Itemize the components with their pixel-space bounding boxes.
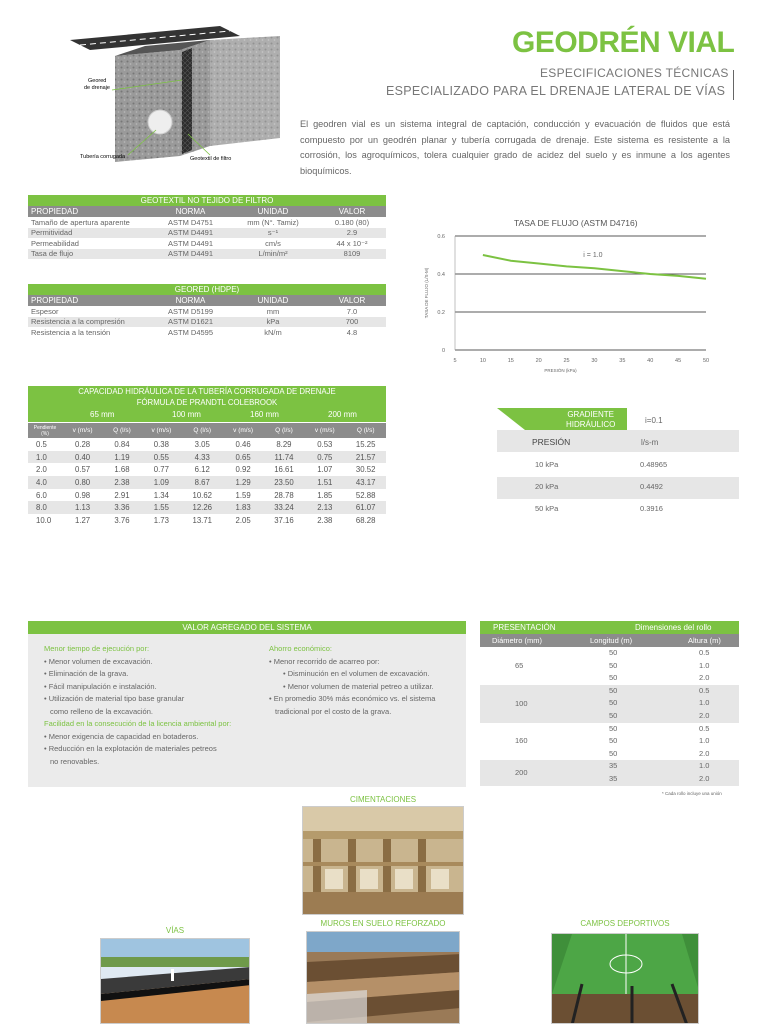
table-row: [28, 438, 386, 451]
table-header-row: [28, 423, 386, 438]
pipe-sizes-row: [28, 409, 386, 422]
table-cell: 0.84: [114, 439, 130, 449]
length-value: 50: [609, 710, 618, 720]
table-cell: 0.75: [317, 452, 333, 462]
table-cell: 61.07: [355, 503, 376, 513]
table-cell: 1.09: [153, 477, 169, 487]
bullet-item: • Menor recorrido de acarreo por:: [269, 656, 380, 666]
x-axis-label: PRESIÓN (kPa): [544, 368, 577, 373]
table-cell: 4.0: [36, 477, 47, 487]
bullet-item: como relleno de la excavación.: [50, 706, 153, 716]
table-row: [28, 238, 386, 249]
table-cell: 1.29: [235, 477, 251, 487]
flow-header: Q (l/s): [264, 423, 305, 438]
chart-title: TASA DE FLUJO (ASTM D4716): [514, 218, 638, 228]
geored-table: [28, 284, 386, 338]
photo-campos: [551, 933, 699, 1024]
table-cell: Permeabilidad: [31, 238, 79, 248]
velocity-header: v (m/s): [223, 423, 264, 438]
table-cell: 0.46: [235, 439, 251, 449]
table-cell: 2.38: [114, 477, 130, 487]
table-cell: 0.38: [153, 439, 169, 449]
y-tick-label: 0.2: [437, 310, 445, 316]
table-cell: s⁻¹: [267, 228, 279, 238]
table-cell: ASTM D4491: [167, 249, 214, 259]
height-value: 1.0: [699, 761, 710, 771]
presentation-title: PRESENTACIÓN: [493, 623, 556, 632]
col-header: VALOR: [318, 206, 386, 217]
flow-value: 0.48965: [640, 460, 668, 469]
table-cell: 0.28: [74, 439, 91, 449]
table-cell: kPa: [266, 317, 280, 327]
title-divider: [733, 70, 734, 100]
diameter-value: 65: [515, 660, 524, 670]
value-add-right: [269, 643, 464, 718]
diameter-value: 160: [515, 736, 528, 746]
table-cell: 0.98: [74, 490, 91, 500]
label-geotextil: Geotextil de filtro: [190, 156, 232, 162]
col-header: PROPIEDAD: [28, 206, 153, 217]
velocity-header: v (m/s): [141, 423, 182, 438]
bullet-item: • Menor volumen de material petreo a utilizar.: [283, 681, 434, 691]
label-geored-2: de drenaje: [84, 85, 110, 91]
length-value: 50: [609, 748, 618, 758]
pressure-value: 50 kPa: [535, 504, 559, 513]
value-add-title: VALOR AGREGADO DEL SISTEMA: [28, 621, 466, 634]
bullet-item: • Eliminación de la grava.: [44, 669, 129, 678]
gradient-label: [566, 410, 615, 430]
bullet-item: • Disminución en el volumen de excavación.: [283, 669, 430, 678]
bullet-item: no renovables.: [50, 756, 100, 766]
gradient-header-graphic: [497, 408, 739, 456]
height-value: 0.5: [699, 648, 710, 657]
table-cell: 1.07: [317, 465, 333, 475]
y-axis-label: TASA DE FLUJO (L/S-M): [424, 267, 429, 319]
length-value: 50: [609, 698, 618, 708]
height-value: 2.0: [699, 673, 710, 683]
table-cell: 1.73: [153, 515, 169, 525]
geotextil-title: GEOTEXTIL NO TEJIDO DE FILTRO: [28, 195, 386, 206]
table-cell: 3.76: [114, 515, 130, 525]
table-cell: 1.13: [74, 503, 91, 513]
flow-value: 0.4492: [640, 482, 663, 491]
table-cell: 0.65: [235, 452, 251, 462]
pendiente-label: Pendiente: [33, 424, 57, 431]
x-tick-label: 25: [563, 358, 570, 364]
table-cell: 0.92: [235, 465, 251, 475]
table-cell: 3.05: [194, 439, 210, 449]
x-tick-label: 30: [591, 358, 598, 364]
pendiente-header: [28, 423, 62, 438]
bullet-item: tradicional por el costo de la grava.: [275, 706, 392, 716]
table-row: [28, 476, 386, 489]
presentation-group: [480, 760, 739, 785]
height-value: 2.0: [699, 710, 710, 720]
y-tick-label: 0: [441, 348, 445, 354]
table-cell: 6.0: [36, 490, 47, 500]
table-cell: 6.12: [194, 465, 210, 475]
y-tick-label: 0.6: [437, 234, 445, 240]
table-cell: 13.71: [192, 515, 212, 525]
geotextil-table: [28, 195, 386, 259]
col-header: UNIDAD: [228, 206, 318, 217]
table-header-row: [28, 206, 386, 217]
table-cell: 44 x 10⁻²: [336, 238, 368, 248]
gradient-row: [497, 455, 739, 477]
table-cell: Tasa de flujo: [31, 249, 74, 259]
table-cell: 8109: [343, 249, 361, 259]
height-value: 2.0: [699, 773, 710, 783]
table-cell: 0.40: [74, 452, 91, 462]
table-cell: 0.180 (80): [334, 217, 370, 227]
col-header: UNIDAD: [228, 295, 318, 306]
height-value: 0.5: [699, 685, 710, 695]
diameter-value: 100: [515, 698, 528, 708]
table-cell: ASTM D4751: [167, 217, 214, 227]
table-cell: mm: [266, 306, 280, 316]
col-header: NORMA: [153, 206, 228, 217]
geonet-panel: [182, 48, 192, 154]
pipe-size-label: 65 mm: [90, 410, 115, 419]
table-cell: ASTM D1621: [167, 317, 214, 327]
table-cell: 16.61: [274, 465, 294, 475]
col-longitud: Longitud (m): [590, 636, 633, 645]
x-tick-label: 10: [479, 358, 486, 364]
col-altura: Altura (m): [688, 636, 721, 645]
length-value: 35: [609, 773, 618, 783]
pressure-value: 10 kPa: [535, 460, 559, 469]
table-cell: 12.26: [192, 503, 212, 513]
presentation-group: [480, 647, 739, 685]
table-cell: 2.13: [317, 503, 333, 513]
table-cell: 30.52: [355, 465, 376, 475]
table-cell: 10.0: [36, 515, 52, 525]
capacidad-title-1: CAPACIDAD HIDRÁULICA DE LA TUBERÍA CORRUGADA DE DRENAJE: [78, 387, 336, 396]
length-value: 50: [609, 723, 618, 733]
table-cell: 11.74: [274, 452, 294, 462]
gradient-row: [497, 499, 739, 521]
x-tick-label: 40: [647, 358, 654, 364]
table-cell: 1.0: [36, 452, 47, 462]
gradient-rows: [497, 455, 739, 521]
table-cell: Resistencia a la compresión: [31, 317, 125, 327]
presentation-note: * Cada rollo incluye una unión: [662, 791, 722, 796]
length-value: 50: [609, 685, 618, 695]
presentation-col-headers: [480, 634, 739, 647]
section-heading: Menor tiempo de ejecución por:: [44, 644, 150, 653]
flow-header: Q (l/s): [182, 423, 223, 438]
table-cell: 8.0: [36, 503, 47, 513]
table-cell: 2.05: [235, 515, 251, 525]
section-heading: Ahorro económico:: [269, 644, 332, 653]
table-cell: kN/m: [264, 327, 282, 337]
table-row: [28, 451, 386, 464]
bullet-item: • En promedio 30% más económico vs. el sistema: [269, 694, 436, 703]
presentation-group: [480, 685, 739, 723]
presion-label: PRESIÓN: [532, 437, 571, 447]
table-cell: 0.53: [317, 439, 333, 449]
photo-title-muros: MUROS EN SUELO REFORZADO: [320, 919, 446, 928]
table-cell: 1.51: [317, 477, 333, 487]
table-row: [28, 501, 386, 514]
value-add-left: [44, 643, 259, 768]
x-tick-label: 20: [535, 358, 542, 364]
diameter-value: 200: [515, 767, 528, 777]
photo-vias: [100, 938, 250, 1024]
table-row: [28, 306, 386, 317]
photo-title-campos: CAMPOS DEPORTIVOS: [580, 919, 670, 928]
table-cell: 700: [345, 317, 359, 327]
table-cell: 0.80: [74, 477, 91, 487]
table-cell: 52.88: [355, 490, 376, 500]
table-cell: 3.36: [114, 503, 130, 513]
section-heading: Facilidad en la consecución de la licencia ambiental por:: [44, 719, 232, 728]
bullet-item: • Menor exigencia de capacidad en botaderos.: [44, 731, 199, 741]
gradient-i-value: i=0.1: [645, 416, 663, 425]
table-cell: 28.78: [274, 490, 294, 500]
x-tick-label: 50: [702, 358, 710, 364]
gradient-row: [497, 477, 739, 499]
table-row: [28, 327, 386, 338]
table-cell: 1.68: [114, 465, 130, 475]
label-tuberia: Tubería corrugada: [80, 154, 126, 160]
table-cell: 21.57: [355, 452, 376, 462]
flow-header: Q (l/s): [103, 423, 141, 438]
table-header-row: [28, 295, 386, 306]
height-value: 1.0: [699, 660, 710, 670]
cross-section-illustration: [60, 18, 290, 178]
corrugated-pipe: [148, 110, 172, 134]
gravel-fill: [115, 50, 180, 162]
col-header: NORMA: [153, 295, 228, 306]
table-cell: 68.28: [355, 515, 376, 525]
flow-rate-chart: [412, 228, 722, 388]
gradient-label-1: GRADIENTE: [567, 410, 614, 419]
height-value: 1.0: [699, 736, 710, 746]
table-cell: mm (N°. Tamiz): [247, 217, 299, 227]
bullet-item: • Fácil manipulación e instalación.: [44, 681, 157, 691]
table-cell: 2.9: [346, 228, 358, 238]
presentation-group: [480, 723, 739, 761]
table-cell: 37.16: [274, 515, 294, 525]
table-cell: ASTM D4491: [167, 228, 214, 238]
unit-label: l/s-m: [641, 438, 659, 447]
table-cell: 1.85: [317, 490, 333, 500]
subtitle-purpose: ESPECIALIZADO PARA EL DRENAJE LATERAL DE VÍAS: [386, 84, 726, 98]
table-cell: ASTM D4491: [167, 238, 214, 248]
col-header: VALOR: [318, 295, 386, 306]
table-cell: 2.0: [36, 465, 47, 475]
subtitle-specs: ESPECIFICACIONES TÉCNICAS: [540, 66, 729, 80]
table-cell: 2.38: [317, 515, 333, 525]
table-cell: ASTM D4595: [167, 327, 214, 337]
presentation-header: [480, 621, 739, 634]
table-cell: Espesor: [31, 306, 59, 316]
flow-value: 0.3916: [640, 504, 663, 513]
capacidad-title: [28, 386, 386, 409]
pressure-value: 20 kPa: [535, 482, 559, 491]
page-title: GEODRÉN VIAL: [512, 26, 735, 59]
table-cell: 7.0: [346, 306, 358, 316]
x-tick-label: 35: [619, 358, 626, 364]
table-cell: 4.8: [346, 327, 358, 337]
roll-dimensions-title: Dimensiones del rollo: [635, 623, 712, 632]
y-tick-label: 0.4: [437, 272, 445, 278]
label-geored: Geored: [88, 78, 107, 84]
height-value: 2.0: [699, 748, 710, 758]
bullet-item: • Menor volumen de excavación.: [44, 656, 153, 666]
table-cell: 43.17: [355, 477, 376, 487]
table-cell: 23.50: [274, 477, 294, 487]
gradient-label-2: HIDRÁULICO: [566, 420, 616, 429]
col-diametro: Diámetro (mm): [492, 636, 542, 645]
height-value: 1.0: [699, 698, 710, 708]
pendiente-unit: (%): [41, 430, 49, 437]
photo-title-cimentaciones: CIMENTACIONES: [349, 795, 417, 804]
table-cell: 4.33: [194, 452, 210, 462]
table-row: [28, 228, 386, 239]
table-cell: 8.29: [276, 439, 292, 449]
photo-muros: [306, 931, 460, 1024]
photo-cimentaciones: [302, 806, 464, 915]
length-value: 50: [609, 736, 618, 746]
pipe-size-label: 200 mm: [328, 410, 357, 419]
table-cell: 0.5: [36, 439, 47, 449]
velocity-header: v (m/s): [304, 423, 345, 438]
table-row: [28, 463, 386, 476]
length-value: 50: [609, 660, 618, 670]
flow-header: Q (l/s): [345, 423, 386, 438]
chart-annotation: i = 1.0: [583, 251, 603, 259]
table-cell: 0.55: [153, 452, 169, 462]
table-cell: 1.19: [114, 452, 130, 462]
table-cell: 2.91: [114, 490, 130, 500]
table-cell: 1.59: [235, 490, 251, 500]
table-cell: 1.27: [74, 515, 91, 525]
bullet-item: • Reducción en la explotación de materiales petreos: [44, 744, 217, 753]
presentation-rows: [480, 647, 739, 786]
velocity-header: v (m/s): [62, 423, 103, 438]
table-cell: Tamaño de apertura aparente: [31, 217, 130, 227]
bullet-item: • Utilización de material tipo base granular: [44, 694, 185, 703]
length-value: 50: [609, 648, 618, 657]
photo-title-vias: VÍAS: [165, 926, 185, 935]
length-value: 50: [609, 673, 618, 683]
x-tick-label: 5: [453, 358, 457, 364]
table-row: [28, 317, 386, 328]
length-value: 35: [609, 761, 618, 771]
height-value: 0.5: [699, 723, 710, 733]
table-cell: 0.57: [74, 465, 91, 475]
table-cell: Permitividad: [31, 228, 73, 238]
pipe-size-label: 100 mm: [172, 410, 201, 419]
table-cell: 1.55: [153, 503, 169, 513]
table-cell: 1.83: [235, 503, 251, 513]
table-cell: 33.24: [274, 503, 294, 513]
table-cell: 0.77: [153, 465, 169, 475]
table-cell: 8.67: [194, 477, 210, 487]
capacidad-title-2: FÓRMULA DE PRANDTL COLEBROOK: [136, 398, 278, 407]
table-row: [28, 489, 386, 502]
table-cell: cm/s: [265, 238, 281, 248]
table-cell: Resistencia a la tensión: [31, 327, 111, 337]
x-tick-label: 45: [675, 358, 682, 364]
table-row: [28, 249, 386, 260]
geored-title: GEORED (HDPE): [28, 284, 386, 295]
intro-paragraph: El geodren vial es un sistema integral de captación, conducción y evacuación de fluidos que está compuesto por un geodrén planar y tubería corrugada de drenaje. Este sistema es resistente a la corrosión, los agroquímicos, tolera cualquier grado de acidez del suelo y es inmune a los agentes bioquímicos.: [300, 119, 730, 176]
capacidad-table: [28, 423, 386, 527]
col-header: PROPIEDAD: [28, 295, 153, 306]
table-cell: ASTM D5199: [167, 306, 214, 316]
table-cell: 1.34: [153, 490, 169, 500]
x-tick-label: 15: [507, 358, 514, 364]
pipe-size-label: 160 mm: [250, 410, 279, 419]
table-cell: 15.25: [355, 439, 376, 449]
table-cell: 10.62: [192, 490, 212, 500]
table-row: [28, 514, 386, 527]
table-cell: L/min/m²: [258, 249, 288, 259]
table-row: [28, 217, 386, 228]
